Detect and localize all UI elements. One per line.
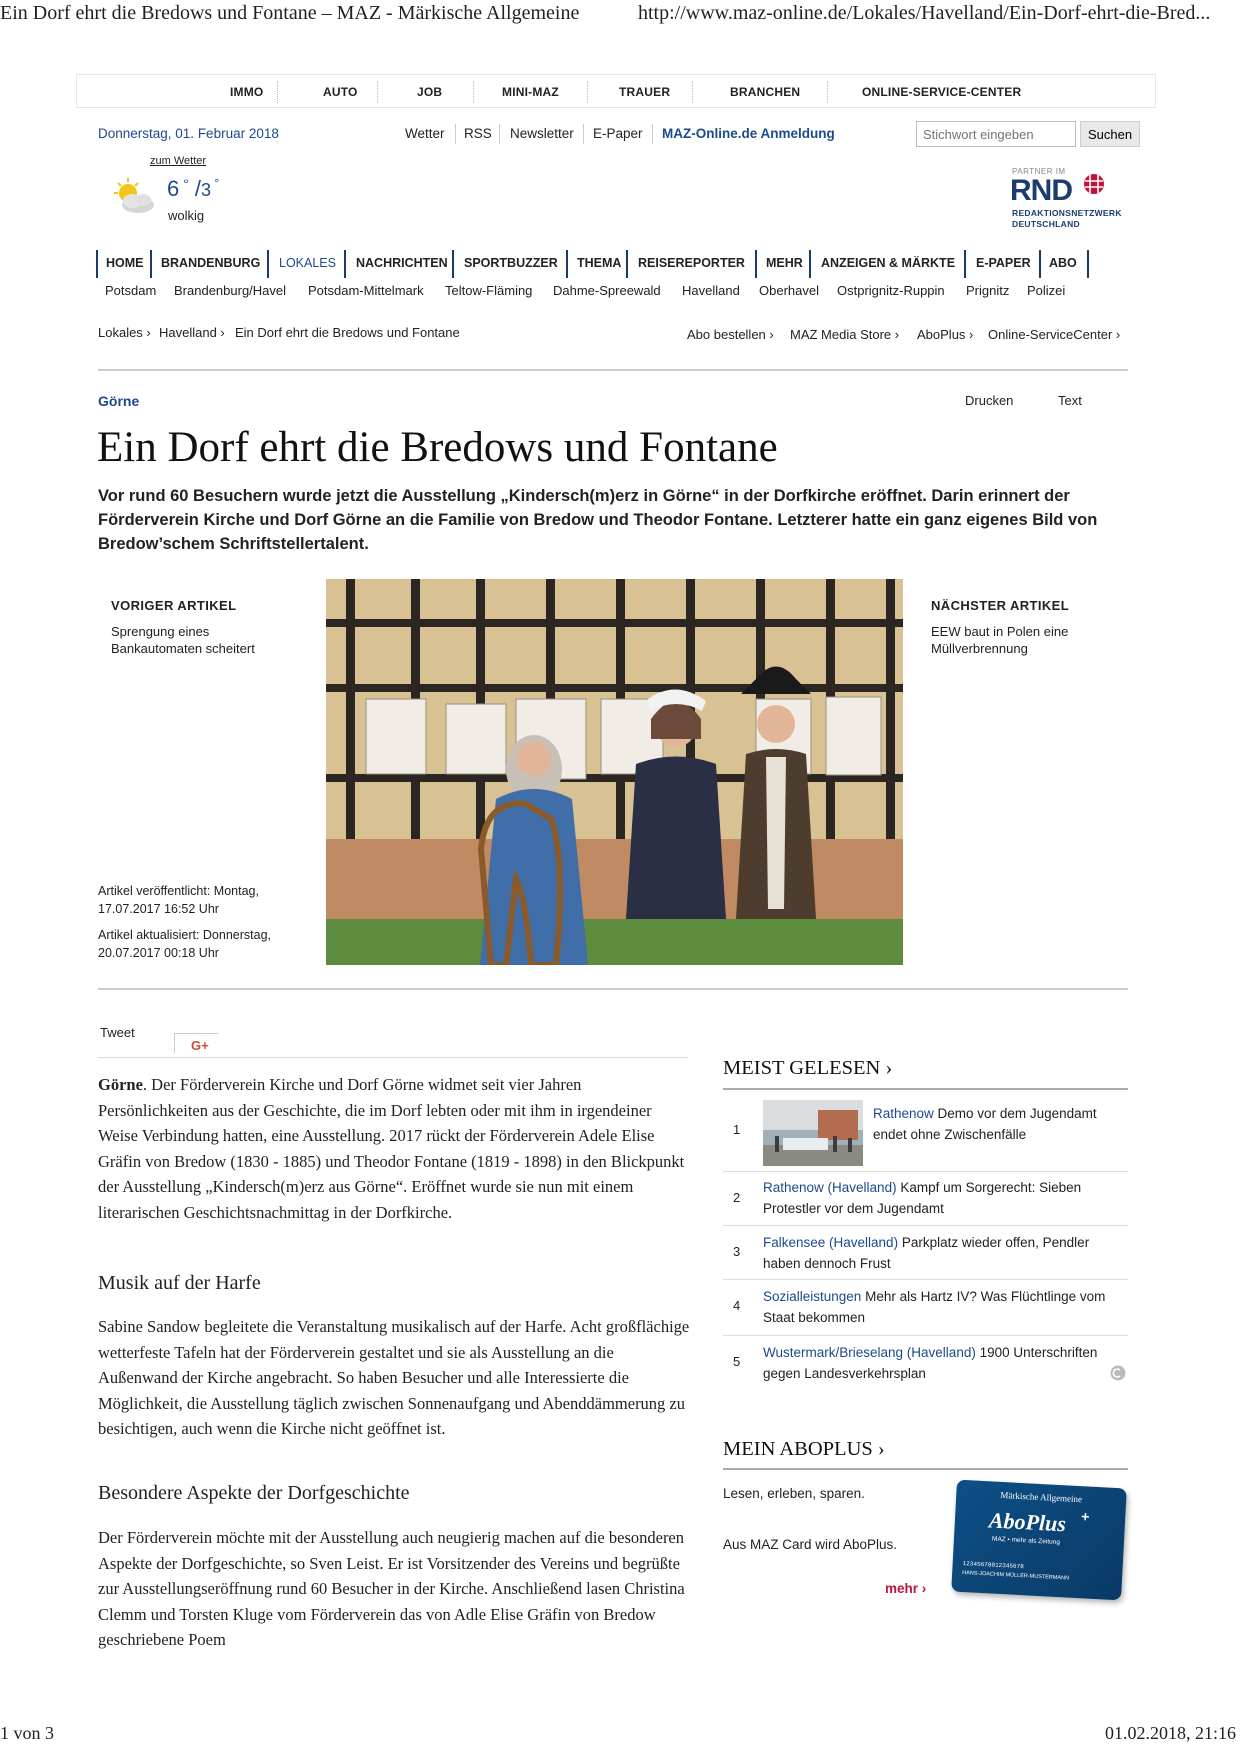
- nav-separator: [626, 250, 628, 278]
- most-read-title: Kampf um Sorgerecht: Sieben Protestler vor dem Jugendamt: [763, 1180, 1082, 1216]
- divider: [98, 988, 1128, 990]
- most-read-location: Rathenow: [873, 1106, 934, 1121]
- temp-low: 3: [200, 180, 211, 200]
- nav-brandenburg[interactable]: BRANDENBURG: [161, 256, 261, 270]
- subnav-potsdam-mittelmark[interactable]: Potsdam-Mittelmark: [308, 283, 424, 298]
- most-read-rank: 2: [733, 1190, 741, 1205]
- nav-home[interactable]: HOME: [106, 256, 144, 270]
- rnd-partner-label: PARTNER IM: [1012, 167, 1066, 176]
- most-read-title: Mehr als Hartz IV? Was Flüchtlinge vom Staat bekommen: [763, 1289, 1106, 1325]
- nav-separator: [150, 250, 152, 278]
- degree-symbol: °: [179, 176, 189, 192]
- rnd-subtitle-line: DEUTSCHLAND: [1012, 219, 1080, 229]
- subnav-ostprignitz-ruppin[interactable]: Ostprignitz-Ruppin: [837, 283, 945, 298]
- nav-separator: [1039, 250, 1041, 278]
- most-read-item[interactable]: [723, 1226, 1128, 1280]
- next-article-link[interactable]: EEW baut in Polen eine Müllverbrennung: [931, 624, 1069, 656]
- topnav-separator: [277, 81, 278, 103]
- nav-anzeigen-maerkte[interactable]: ANZEIGEN & MÄRKTE: [821, 256, 956, 270]
- breadcrumb-lokales[interactable]: Lokales ›: [98, 325, 151, 340]
- util-separator: [583, 124, 584, 144]
- nav-sportbuzzer[interactable]: SPORTBUZZER: [464, 256, 558, 270]
- topnav-immo[interactable]: IMMO: [230, 85, 264, 99]
- rnd-grid-icon: [1083, 173, 1105, 195]
- divider: [98, 369, 1128, 371]
- topnav-separator: [377, 81, 378, 103]
- subnav-polizei[interactable]: Polizei: [1027, 283, 1066, 298]
- card-holder: HANS-JOACHIM MÜLLER-MUSTERMANN: [962, 1570, 1070, 1582]
- search-input[interactable]: [916, 121, 1076, 147]
- breadcrumb-havelland[interactable]: Havelland ›: [159, 325, 225, 340]
- topnav-separator: [587, 81, 588, 103]
- rnd-logo[interactable]: RND: [1010, 174, 1072, 207]
- weather-temperature: 6 ° /3 °: [167, 176, 220, 201]
- google-plus-button[interactable]: G+: [174, 1033, 218, 1053]
- weather-condition: wolkig: [168, 208, 205, 223]
- nav-lokales[interactable]: LOKALES: [279, 256, 336, 270]
- nav-separator: [267, 250, 269, 278]
- card-title: AboPlus: [988, 1507, 1067, 1537]
- article-headline: Ein Dorf ehrt die Bredows und Fontane: [97, 424, 778, 471]
- card-brand: Märkische Allgemeine: [1000, 1489, 1083, 1505]
- topnav-separator: [473, 81, 474, 103]
- service-online-servicecenter[interactable]: Online-ServiceCenter ›: [988, 327, 1121, 342]
- scroll-indicator-icon[interactable]: [1110, 1365, 1126, 1381]
- subnav-teltow-flaeming[interactable]: Teltow-Fläming: [445, 283, 533, 298]
- weather-link[interactable]: zum Wetter: [150, 155, 207, 167]
- most-read-item[interactable]: [723, 1172, 1128, 1226]
- nav-e-paper[interactable]: E-PAPER: [976, 256, 1031, 270]
- topnav-separator: [827, 81, 828, 103]
- print-url: http://www.maz-online.de/Lokales/Havelland/Ein-Dorf-ehrt-die-Bred...: [638, 2, 1211, 24]
- nav-separator: [344, 250, 346, 278]
- aboplus-heading[interactable]: MEIN ABOPLUS ›: [723, 1438, 885, 1460]
- nav-separator: [96, 250, 98, 278]
- subnav-dahme-spreewald[interactable]: Dahme-Spreewald: [553, 283, 661, 298]
- nav-thema[interactable]: THEMA: [577, 256, 622, 270]
- plus-icon: +: [1080, 1508, 1090, 1525]
- most-read-rank: 1: [733, 1122, 741, 1137]
- nav-abo[interactable]: ABO: [1049, 256, 1077, 270]
- nav-separator: [964, 250, 966, 278]
- nav-reisereporter[interactable]: REISEREPORTER: [638, 256, 745, 270]
- topnav-auto[interactable]: AUTO: [323, 85, 358, 99]
- article-lead: Vor rund 60 Besuchern wurde jetzt die Ausstellung „Kindersch(m)erz in Görne“ in der Dorfkirche eröffnet. Darin erinnert der Förderverein Kirche und Dorf Görne an die Familie von Bredow und Theodor Fontane. Letzterer hatte ein ganz eigenes Bild von Bredow’schem Schriftstellertalent.: [98, 487, 1098, 553]
- article-dateline: Görne: [98, 1075, 143, 1094]
- print-page-title: Ein Dorf ehrt die Bredows und Fontane – MAZ - Märkische Allgemeine: [0, 2, 580, 24]
- topnav-separator: [692, 81, 693, 103]
- most-read-text: [763, 1177, 1128, 1219]
- card-number: 12345678012345678: [962, 1560, 1024, 1571]
- degree-symbol: °: [211, 176, 220, 190]
- most-read-location: Sozialleistungen: [763, 1289, 862, 1304]
- nav-separator: [1087, 250, 1089, 278]
- service-maz-media-store[interactable]: MAZ Media Store ›: [790, 327, 900, 342]
- most-read-text: [763, 1232, 1128, 1274]
- most-read-location: Rathenow (Havelland): [763, 1180, 897, 1195]
- published-date: Artikel veröffentlicht: Montag, 17.07.2017 16:52 Uhr: [98, 884, 259, 916]
- aboplus-text: Aus MAZ Card wird AboPlus.: [723, 1537, 898, 1552]
- service-abo-bestellen[interactable]: Abo bestellen ›: [687, 327, 774, 342]
- subnav-potsdam[interactable]: Potsdam: [105, 283, 157, 298]
- topnav-mini-maz[interactable]: MINI-MAZ: [502, 85, 559, 99]
- util-link-epaper[interactable]: E-Paper: [593, 126, 643, 141]
- current-date: Donnerstag, 01. Februar 2018: [98, 126, 279, 141]
- print-button[interactable]: Drucken: [965, 393, 1014, 408]
- print-page-number: 1 von 3: [0, 1723, 54, 1743]
- most-read-rank: 5: [733, 1354, 741, 1369]
- text-size-button[interactable]: Text: [1058, 393, 1082, 408]
- article-paragraph-text: . Der Förderverein Kirche und Dorf Görne widmet seit vier Jahren Persönlichkeiten aus der Geschichte, die im Dorf lebten oder mit ihm in irgendeiner Weise Verbindung hatten, eine Ausstellung. 2017 rückt der Förderverein Adele Elise Gräfin von Bredow (1830 - 1885) und Theodor Fontane (1819 - 1898) in den Blickpunkt der Ausstellung „Kindersch(m)erz aus Görne“. Eröffnet wurde sie nun mit einem literarischen Geschichtsnachmittag in der Dorfkirche.: [98, 1075, 685, 1222]
- most-read-item[interactable]: [723, 1092, 1128, 1172]
- temp-high: 6: [167, 176, 180, 201]
- subnav-brandenburg-havel[interactable]: Brandenburg/Havel: [174, 283, 287, 298]
- article-subheading: Musik auf der Harfe: [98, 1272, 261, 1294]
- nav-separator: [809, 250, 811, 278]
- most-read-item[interactable]: [723, 1280, 1128, 1336]
- aboplus-card-image[interactable]: [951, 1480, 1127, 1601]
- partly-cloudy-icon: [110, 177, 158, 217]
- article-paragraph: Der Förderverein möchte mit der Ausstellung auch neugierig machen auf die besonderen Aspekte der Dorfgeschichte, so Sven Leist. Er ist Vorsitzender des Vereins und begrüßte zur Ausstellungseröffnung rund 60 Besucher in der Kirche. Anschließend lasen Christina Clemm und Torsten Kluge vom Förderverein das von Adle Elise Gräfin von Bredow geschriebene Poem: [98, 1528, 685, 1649]
- article-paragraph: [98, 1072, 693, 1225]
- article-subheading: Besondere Aspekte der Dorfgeschichte: [98, 1482, 410, 1504]
- util-separator: [499, 124, 500, 144]
- most-read-rank: 4: [733, 1298, 741, 1313]
- next-article-label: NÄCHSTER ARTIKEL: [931, 598, 1070, 613]
- article-paragraph: Sabine Sandow begleitete die Veranstaltung musikalisch auf der Harfe. Acht großflächige wetterfeste Tafeln hat der Förderverein gestaltet und sie als Ausstellung an die Außenwand der Kirche angebracht. So haben Besucher und alle Interessierte die Möglichkeit, die Ausstellung täglich zwischen Sonnenaufgang und Abenddämmerung zu besichtigen, auch wenn die Kirche nicht geöffnet ist.: [98, 1317, 690, 1438]
- prev-article-link[interactable]: Sprengung eines Bankautomaten scheitert: [111, 624, 255, 656]
- divider: [723, 1468, 1128, 1470]
- most-read-rank: 3: [733, 1244, 741, 1259]
- most-read-title: 1900 Unterschriften gegen Landesverkehrsplan: [763, 1345, 1098, 1381]
- article-kicker: Görne: [98, 393, 140, 409]
- most-read-heading[interactable]: MEIST GELESEN ›: [723, 1057, 893, 1079]
- breadcrumb-current: Ein Dorf ehrt die Bredows und Fontane: [235, 325, 460, 340]
- most-read-text: [873, 1103, 1128, 1145]
- most-read-title: Parkplatz wieder offen, Pendler haben dennoch Frust: [763, 1235, 1090, 1271]
- most-read-location: Falkensee (Havelland): [763, 1235, 899, 1250]
- nav-separator: [755, 250, 757, 278]
- aboplus-text: Lesen, erleben, sparen.: [723, 1486, 865, 1501]
- util-link-rss[interactable]: RSS: [464, 126, 492, 141]
- aboplus-more-link[interactable]: mehr ›: [885, 1581, 927, 1596]
- prev-article-label: VORIGER ARTIKEL: [111, 598, 237, 613]
- most-read-title: Demo vor dem Jugendamt endet ohne Zwischenfälle: [873, 1106, 1097, 1142]
- login-link[interactable]: MAZ-Online.de Anmeldung: [662, 126, 835, 141]
- nav-nachrichten[interactable]: NACHRICHTEN: [356, 256, 448, 270]
- subnav-oberhavel[interactable]: Oberhavel: [759, 283, 819, 298]
- nav-separator: [452, 250, 454, 278]
- tweet-button[interactable]: Tweet: [100, 1025, 135, 1040]
- topnav-branchen[interactable]: BRANCHEN: [730, 85, 801, 99]
- divider: [98, 1057, 688, 1058]
- service-aboplus[interactable]: AboPlus ›: [917, 327, 974, 342]
- article-photo[interactable]: [326, 579, 903, 965]
- util-link-newsletter[interactable]: Newsletter: [510, 126, 574, 141]
- most-read-text: [763, 1286, 1128, 1328]
- rnd-subtitle: [1012, 208, 1122, 230]
- util-link-wetter[interactable]: Wetter: [405, 126, 445, 141]
- most-read-item[interactable]: [723, 1336, 1128, 1391]
- topnav-trauer[interactable]: TRAUER: [619, 85, 671, 99]
- updated-date: Artikel aktualisiert: Donnerstag, 20.07.2017 00:18 Uhr: [98, 928, 271, 960]
- most-read-location: Wustermark/Brieselang (Havelland): [763, 1345, 976, 1360]
- most-read-text: [763, 1342, 1108, 1384]
- nav-separator: [566, 250, 568, 278]
- most-read-thumbnail: [763, 1100, 863, 1166]
- util-separator: [652, 124, 653, 144]
- subnav-havelland[interactable]: Havelland: [682, 283, 740, 298]
- subnav-prignitz[interactable]: Prignitz: [966, 283, 1010, 298]
- util-separator: [455, 124, 456, 144]
- nav-mehr[interactable]: MEHR: [766, 256, 803, 270]
- topnav-online-service-center[interactable]: ONLINE-SERVICE-CENTER: [862, 85, 1022, 99]
- card-tagline: MAZ • mehr als Zeitung: [991, 1535, 1061, 1547]
- topnav-job[interactable]: JOB: [417, 85, 443, 99]
- print-datetime: 01.02.2018, 21:16: [1104, 1723, 1236, 1743]
- divider: [723, 1088, 1128, 1090]
- search-button[interactable]: Suchen: [1080, 121, 1140, 147]
- rnd-subtitle-line: REDAKTIONSNETZWERK: [1012, 208, 1122, 218]
- photo-illustration: [326, 579, 903, 965]
- service-nav: [76, 74, 1156, 108]
